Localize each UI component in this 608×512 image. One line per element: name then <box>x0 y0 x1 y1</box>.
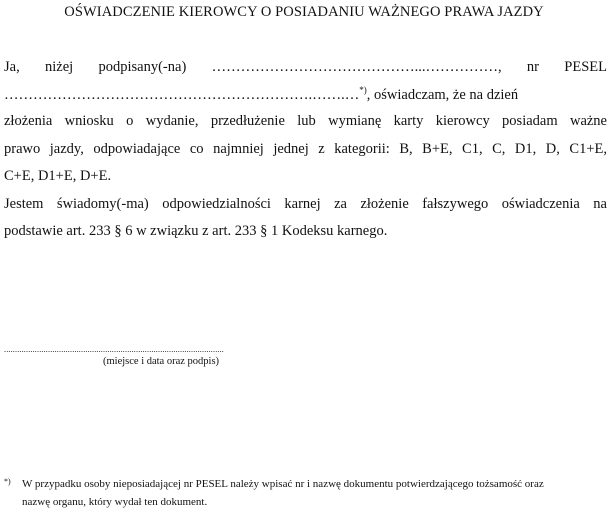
signature-fill-field[interactable]: .................................................................................................... <box>4 345 224 354</box>
declaration-line-3: złożenia wniosku o wydanie, przedłużenie lub wymianę karty kierowcy posiadam ważne <box>4 113 607 129</box>
footnote-mark: *) <box>4 477 11 486</box>
declaration-line-2 <box>4 86 607 104</box>
document-title: OŚWIADCZENIE KIEROWCY O POSIADANIU WAŻNEGO PRAWA JAZDY <box>64 4 544 20</box>
declaration-line-1 <box>4 58 607 76</box>
footnote-line-2: nazwę organu, który wydał ten dokument. <box>22 496 208 508</box>
declaration-line-5: C+E, D1+E, D+E. <box>4 168 112 184</box>
declarant-label: Ja, niżej podpisany(-na) <box>4 59 187 75</box>
name-fill-field[interactable]: ……………………………………...…………… <box>211 59 498 75</box>
pesel-fill-field[interactable]: ……………………………………………………….…….… <box>4 87 360 103</box>
liability-line-1: Jestem świadomy(-ma) odpowiedzialności karnej za złożenie fałszywego oświadczenia na <box>4 196 607 212</box>
signature-caption: (miejsce i data oraz podpis) <box>103 356 220 367</box>
liability-line-2: podstawie art. 233 § 6 w związku z art. 233 § 1 Kodeksu karnego. <box>4 223 388 239</box>
pesel-label: , nr PESEL <box>497 59 607 75</box>
declaration-line-4: prawo jazdy, odpowiadające co najmniej jednej z kategorii: B, B+E, C1, C, D1, D, C1+E, <box>4 141 607 157</box>
footnote-reference: *) <box>359 85 367 96</box>
declaration-statement: , oświadczam, że na dzień <box>366 87 519 103</box>
footnote-line-1 <box>4 476 607 492</box>
footnote-text-1: W przypadku osoby nieposiadającej nr PESEL należy wpisać nr i nazwę dokumentu potwierdzającego tożsamość oraz <box>22 478 544 490</box>
